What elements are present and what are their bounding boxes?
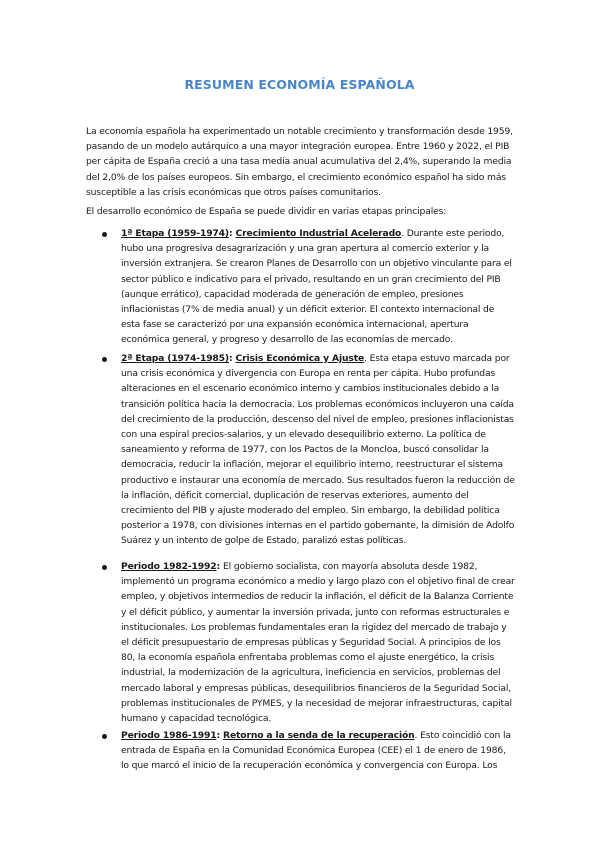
bullet-icon	[102, 734, 107, 739]
stage-body: . Esto coincidió con la entrada de España en la Comunidad Económica Europea (CEE) el 1 de enero de 1986, lo que marcó el inicio de la recuperación económica y convergencia con Europa. Los	[121, 730, 511, 772]
stage-period: Periodo 1982-1992	[121, 561, 217, 572]
stage-lead	[121, 353, 364, 364]
stage-period: 1ª Etapa (1959-1974)	[121, 228, 229, 239]
stage-period: 2ª Etapa (1974-1985)	[121, 353, 229, 364]
stage-heading: Crecimiento Industrial Acelerado	[235, 228, 402, 239]
stage-lead	[121, 561, 223, 572]
intro-paragraph: La economía española ha experimentado un notable crecimiento y transformación desde 1959, pasando de un modelo autárquico a una mayor integración europea. Entre 1960 y 2022, el PIB per cápita de España creció a una tasa media anual acumulativa del 2,4%, superando la media del 2,0% de los países europeos. Sin embargo, el crecimiento económico español ha sido más susceptible a las crisis económicas que otros países comunitarios.	[86, 126, 513, 198]
stage-text	[121, 351, 515, 549]
stage-text	[121, 728, 515, 774]
stage-separator: :	[216, 561, 224, 572]
stage-separator: :	[228, 228, 236, 239]
lead-in-paragraph: El desarrollo económico de España se puede dividir en varias etapas principales:	[86, 206, 447, 217]
stage-separator: :	[228, 353, 236, 364]
bullet-icon	[102, 357, 107, 362]
bullet-icon	[102, 232, 107, 237]
stage-heading: Retorno a la senda de la recuperación	[223, 730, 415, 741]
stage-period: Periodo 1986-1991	[121, 730, 217, 741]
stage-body: . Esta etapa estuvo marcada por una crisis económica y divergencia con Europa en renta per cápita. Hubo profundas alteraciones en el escenario económico interno y cambios institucionales debido a la transición política hacia la democracia. Los problemas económicos incluyeron una caída del crecimiento de la producción, descenso del nivel de empleo, presiones inflacionistas con una espiral precios-salarios, y un elevado desequilibrio externo. La política de saneamiento y reforma de 1977, con los Pactos de la Moncloa, buscó consolidar la democracia, reducir la inflación, mejorar el equilibrio interno, reestructurar el sistema productivo e instaurar una economía de mercado. Sus resultados fueron la reducción de la inflación, déficit comercial, duplicación de reservas exteriores, aumento del crecimiento del PIB y ajuste moderado del empleo. Sin embargo, la debilidad política posterior a 1978, con divisiones internas en el partido gobernante, la dimisión de Adolfo Suárez y un intento de golpe de Estado, paralizó estas políticas.	[121, 353, 515, 547]
stage-separator: :	[216, 730, 224, 741]
stage-text	[121, 559, 515, 726]
stage-lead	[121, 730, 415, 741]
bullet-icon	[102, 565, 107, 570]
stage-text	[121, 226, 515, 348]
stage-lead	[121, 228, 401, 239]
stage-heading: Crisis Económica y Ajuste	[235, 353, 365, 364]
stage-body: . Durante este periodo, hubo una progresiva desagrarización y una gran apertura al comercio exterior y la inversión extranjera. Se crearon Planes de Desarrollo con un objetivo vinculante para el sector público e indicativo para el privado, resultando en un gran crecimiento del PIB (aunque errático), capacidad moderada de generación de empleo, presiones inflacionistas (7% de media anual) y un déficit exterior. El contexto internacional de esta fase se caracterizó por una expansión económica internacional, apertura económica general, y progreso y desarrollo de las economías de mercado.	[121, 228, 512, 346]
document-title: RESUMEN ECONOMÍA ESPAÑOLA	[184, 77, 415, 92]
stage-body: El gobierno socialista, con mayoría absoluta desde 1982, implementó un programa económico a medio y largo plazo con el objetivo final de crear empleo, y objetivos intermedios de reducir la inflación, el déficit de la Balanza Corriente y el déficit público, y aumentar la inversión privada, junto con reformas estructurales e institucionales. Los problemas fundamentales eran la rigidez del mercado de trabajo y el déficit presupuestario de empresas públicas y Seguridad Social. A principios de los 80, la economía española enfrentaba problemas como el ajuste energético, la crisis industrial, la modernización de la agricultura, ineficiencia en servicios, problemas del mercado laboral y empresas públicas, desequilibrios financieros de la Seguridad Social, problemas institucionales de PYMES, y la necesidad de mejorar infraestructuras, capital humano y capacidad tecnológica.	[121, 561, 515, 725]
